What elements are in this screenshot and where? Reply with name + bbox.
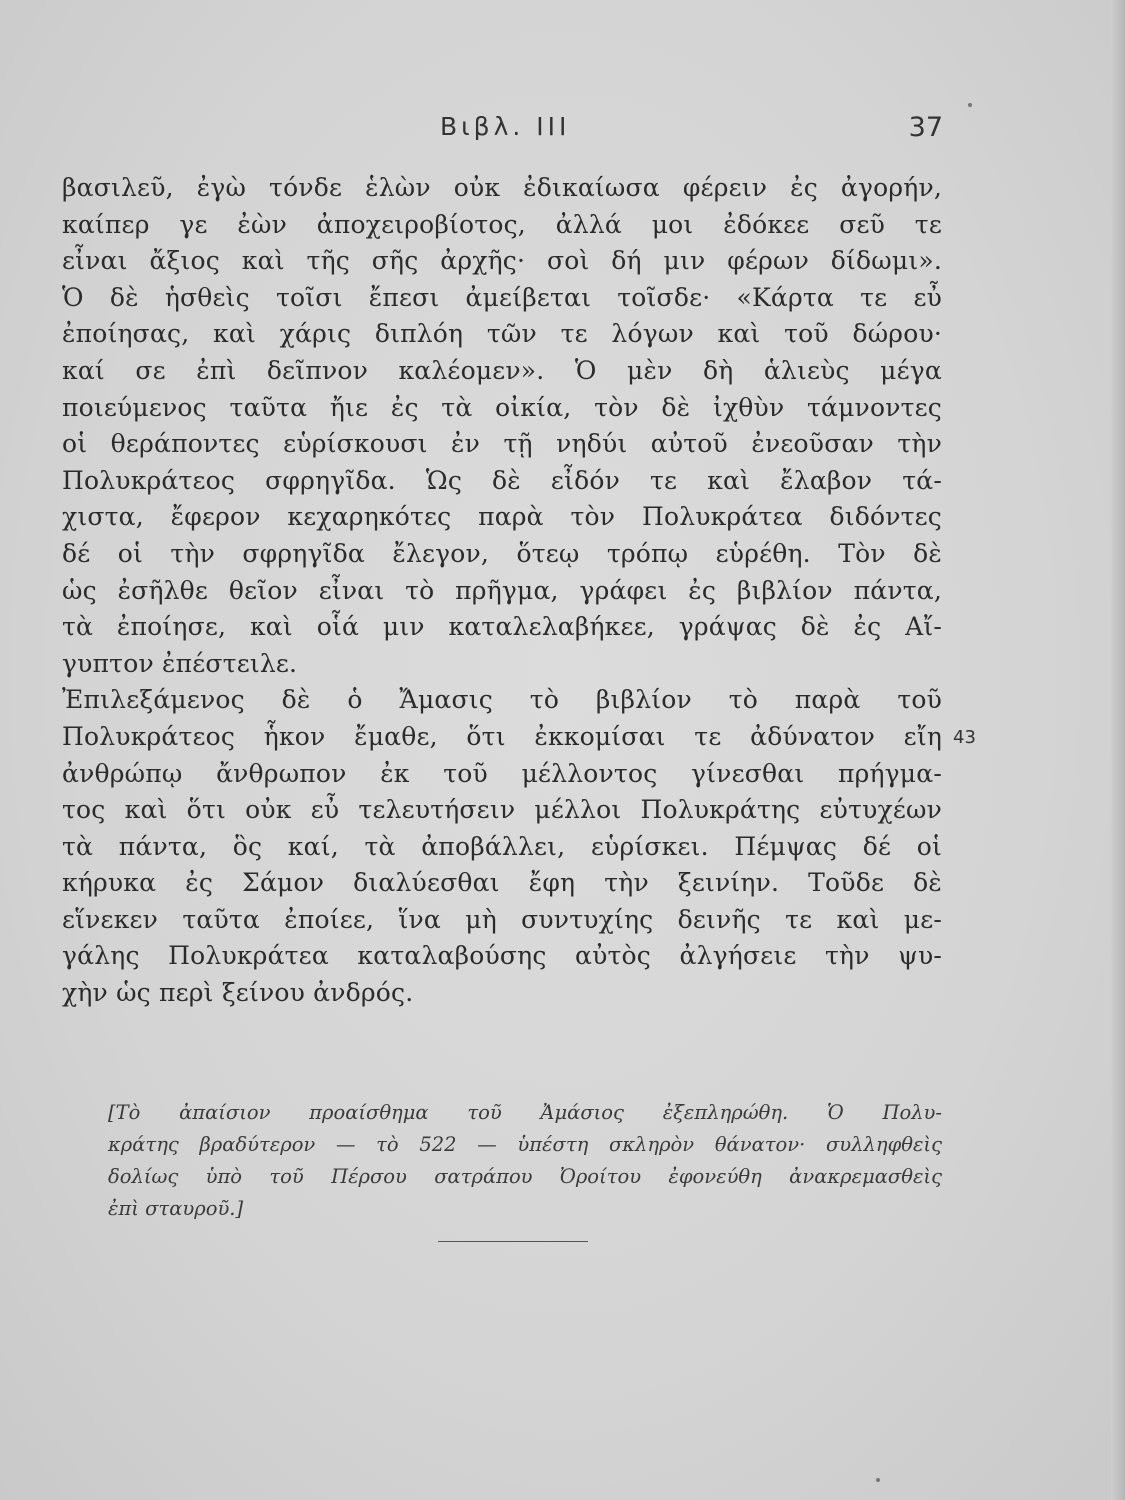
text-line: δέ οἱ τὴν σφρηγῖδα ἔλεγον, ὅτεῳ τρόπῳ εὑρέθη. Τὸν δὲ — [62, 538, 942, 568]
note-line: [Τὸ ἀπαίσιον προαίσθημα τοῦ Ἀμάσιος ἐξεπληρώθη. Ὁ Πολυ- — [108, 1101, 942, 1124]
text-line: τὰ ἐποίησε, καὶ οἷά μιν καταλελαβήκεε, γράψας δὲ ἐς Αἴ- — [62, 612, 942, 642]
text-line: γάλης Πολυκράτεα καταλαβούσης αὐτὸς ἀλγήσειε τὴν ψυ- — [62, 941, 942, 971]
editorial-note — [108, 1097, 942, 1225]
text-line: καί σε ἐπὶ δεῖπνον καλέομεν». Ὁ μὲν δὴ ἁλιεὺς μέγα — [62, 355, 942, 385]
note-line: κράτης βραδύτερον — τὸ 522 — ὑπέστη σκληρὸν θάνατον· συλληφθεὶς — [108, 1133, 942, 1156]
text-line: βασιλεῦ, ἐγὼ τόνδε ἑλὼν οὐκ ἐδικαίωσα φέρειν ἐς ἀγορήν, — [62, 173, 942, 202]
text-line: εἵνεκεν ταῦτα ἐποίεε, ἵνα μὴ συντυχίης δεινῆς τε καὶ με- — [62, 904, 942, 934]
text-line: χιστα, ἔφερον κεχαρηκότες παρὰ τὸν Πολυκράτεα διδόντες — [62, 502, 942, 532]
text-line: ποιεύμενος ταῦτα ἤιε ἐς τὰ οἰκία, τὸν δὲ ἰχθὺν τάμνοντες — [62, 392, 942, 422]
paragraph-start-line: Ἐπιλεξάμενος δὲ ὁ Ἄμασις τὸ βιβλίον τὸ παρὰ τοῦ — [62, 685, 942, 715]
text-line: ἀνθρώπῳ ἄνθρωπον ἐκ τοῦ μέλλοντος γίνεσθαι πρήγμα- — [62, 758, 942, 788]
text-line: τὰ πάντα, ὃς καί, τὰ ἀποβάλλει, εὑρίσκει. Πέμψας δέ οἱ — [62, 831, 942, 861]
note-line: ἐπὶ σταυροῦ.] — [108, 1197, 244, 1220]
text-line: καίπερ γε ἐὼν ἀποχειροβίοτος, ἀλλά μοι ἐδόκεε σεῦ τε — [62, 209, 942, 239]
body-text — [62, 170, 942, 1012]
text-line: χὴν ὡς περὶ ξείνου ἀνδρός. — [62, 978, 414, 1008]
text-line: Ὁ δὲ ἡσθεὶς τοῖσι ἔπεσι ἀμείβεται τοῖσδε· «Κάρτα τε εὖ — [62, 282, 942, 312]
running-head: Βιβλ. ΙΙΙ — [440, 112, 571, 141]
text-line: κήρυκα ἐς Σάμον διαλύεσθαι ἔφη τὴν ξεινίην. Τοῦδε δὲ — [62, 868, 942, 898]
page-number: 37 — [908, 112, 943, 143]
text-line: γυπτον ἐπέστειλε. — [62, 648, 298, 678]
section-margin-number: 43 — [953, 727, 976, 748]
text-line: ἐποίησας, καὶ χάρις διπλόη τῶν τε λόγων καὶ τοῦ δώρου· — [62, 319, 942, 349]
paper-speck — [968, 103, 972, 107]
text-line: Πολυκράτεος σφρηγῖδα. Ὡς δὲ εἶδόν τε καὶ ἔλαβον τά- — [62, 465, 942, 495]
section-rule — [438, 1241, 588, 1242]
page-header — [0, 112, 1125, 152]
text-line: οἱ θεράποντες εὑρίσκουσι ἐν τῇ νηδύι αὐτοῦ ἐνεοῦσαν τὴν — [62, 429, 942, 459]
page-edge-shadow — [1111, 0, 1125, 1500]
paper-speck — [876, 1478, 880, 1482]
text-line: Πολυκράτεος ἧκον ἔμαθε, ὅτι ἐκκομίσαι τε ἀδύνατον εἴη — [62, 721, 942, 751]
note-line: δολίως ὑπὸ τοῦ Πέρσου σατράπου Ὀροίτου ἐφονεύθη ἀνακρεμασθεὶς — [108, 1165, 942, 1188]
text-line: ὡς ἐσῆλθε θεῖον εἶναι τὸ πρῆγμα, γράφει ἐς βιβλίον πάντα, — [62, 575, 942, 605]
text-line: εἶναι ἄξιος καὶ τῆς σῆς ἀρχῆς· σοὶ δή μιν φέρων δίδωμι». — [62, 246, 942, 276]
text-line: τος καὶ ὅτι οὐκ εὖ τελευτήσειν μέλλοι Πολυκράτης εὐτυχέων — [62, 795, 942, 825]
